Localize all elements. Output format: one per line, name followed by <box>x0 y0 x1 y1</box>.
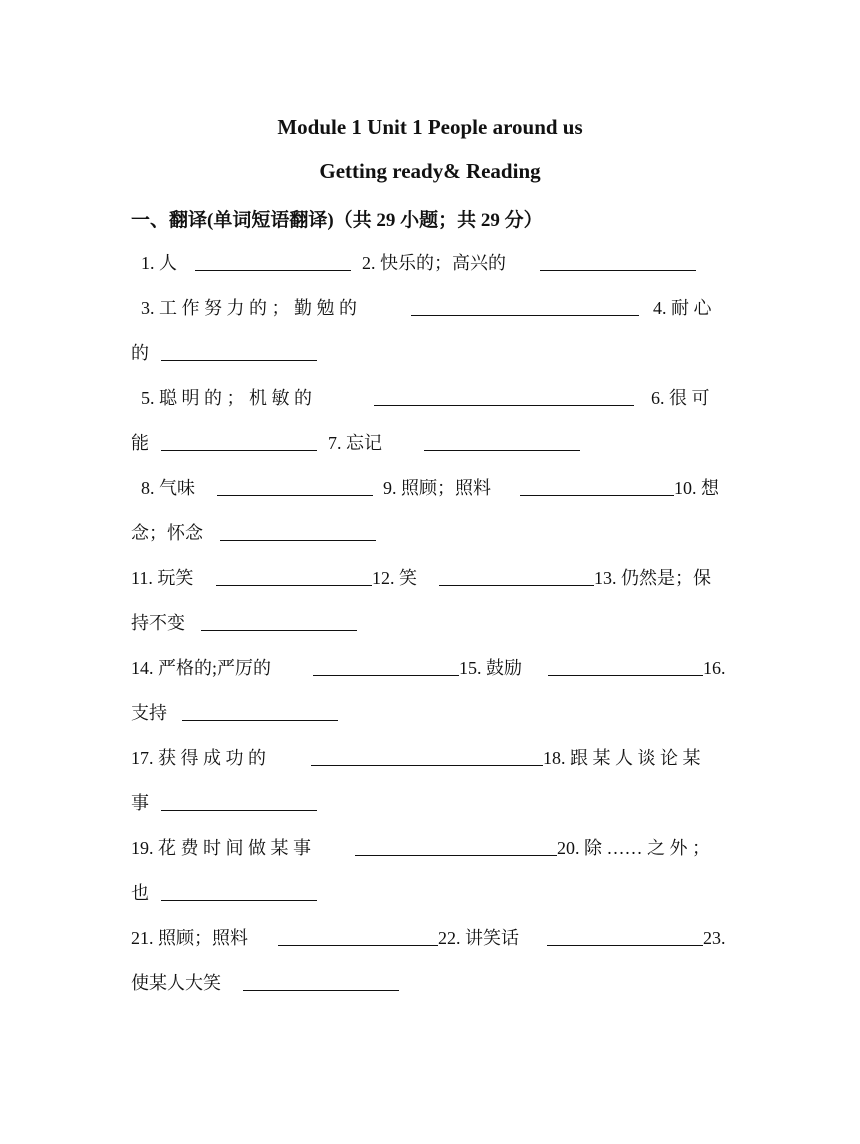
question-19-label: 19. 花 费 时 间 做 某 事 <box>131 838 311 858</box>
question-line <box>131 655 729 681</box>
question-line <box>131 520 729 546</box>
answer-blank-12[interactable] <box>439 567 594 586</box>
question-10-label-cont: 念；怀念 <box>131 523 203 543</box>
question-line <box>131 700 729 726</box>
question-line <box>131 880 729 906</box>
question-7-label: 7. 忘记 <box>328 433 382 453</box>
answer-blank-23[interactable] <box>243 972 399 991</box>
answer-blank-13[interactable] <box>201 612 357 631</box>
answer-blank-18[interactable] <box>161 792 317 811</box>
question-16-label: 16. <box>703 658 726 678</box>
answer-blank-7[interactable] <box>424 432 580 451</box>
question-23-label-cont: 使某人大笑 <box>131 973 221 993</box>
question-line <box>131 340 729 366</box>
question-14-label: 14. 严格的;严厉的 <box>131 658 272 678</box>
answer-blank-22[interactable] <box>547 927 703 946</box>
question-line <box>131 610 729 636</box>
answer-blank-3[interactable] <box>411 297 639 316</box>
question-line <box>131 790 729 816</box>
answer-blank-19[interactable] <box>355 837 557 856</box>
question-line <box>131 925 729 951</box>
question-18-label: 18. 跟 某 人 谈 论 某 <box>543 748 701 768</box>
question-17-label: 17. 获 得 成 功 的 <box>131 748 266 768</box>
question-line <box>131 835 729 861</box>
question-15-label: 15. 鼓励 <box>459 658 522 678</box>
answer-blank-8[interactable] <box>217 477 373 496</box>
question-3-label: 3. 工 作 努 力 的 ； 勤 勉 的 <box>141 298 357 318</box>
question-line <box>131 565 729 591</box>
question-line <box>131 970 729 996</box>
answer-blank-4[interactable] <box>161 342 317 361</box>
question-13-label: 13. 仍然是；保 <box>594 568 711 588</box>
question-9-label: 9. 照顾；照料 <box>383 478 491 498</box>
question-line <box>131 385 729 411</box>
question-10-label: 10. 想 <box>674 478 719 498</box>
answer-blank-14[interactable] <box>313 657 459 676</box>
page-title: Module 1 Unit 1 People around us <box>277 115 583 139</box>
question-6-label-cont: 能 <box>131 433 149 453</box>
question-6-label: 6. 很 可 <box>651 388 710 408</box>
question-5-label: 5. 聪 明 的 ； 机 敏 的 <box>141 388 312 408</box>
question-20-label: 20. 除 …… 之 外 ； <box>557 838 710 858</box>
page-subtitle: Getting ready& Reading <box>319 159 541 183</box>
question-22-label: 22. 讲笑话 <box>438 928 519 948</box>
question-line <box>131 295 729 321</box>
question-16-label-cont: 支持 <box>131 703 167 723</box>
question-line <box>131 475 729 501</box>
question-8-label: 8. 气味 <box>141 478 195 498</box>
question-2-label: 2. 快乐的；高兴的 <box>362 253 506 273</box>
answer-blank-20[interactable] <box>161 882 317 901</box>
answer-blank-11[interactable] <box>216 567 372 586</box>
answer-blank-21[interactable] <box>278 927 438 946</box>
section-heading: 一、翻译(单词短语翻译)（共 29 小题；共 29 分） <box>131 210 543 231</box>
question-line <box>131 430 729 456</box>
answer-blank-5[interactable] <box>374 387 634 406</box>
question-23-label: 23. <box>703 928 726 948</box>
answer-blank-10[interactable] <box>220 522 376 541</box>
question-4-label: 4. 耐 心 <box>653 298 712 318</box>
question-20-label-cont: 也 <box>131 883 149 903</box>
question-1-label: 1. 人 <box>141 253 177 273</box>
question-12-label: 12. 笑 <box>372 568 417 588</box>
answer-blank-16[interactable] <box>182 702 338 721</box>
answer-blank-15[interactable] <box>548 657 703 676</box>
answer-blank-2[interactable] <box>540 252 696 271</box>
question-4-label-cont: 的 <box>131 343 149 363</box>
answer-blank-9[interactable] <box>520 477 674 496</box>
question-18-label-cont: 事 <box>131 793 149 813</box>
answer-blank-1[interactable] <box>195 252 351 271</box>
question-21-label: 21. 照顾；照料 <box>131 928 248 948</box>
answer-blank-6[interactable] <box>161 432 317 451</box>
question-line <box>131 745 729 771</box>
question-13-label-cont: 持不变 <box>131 613 185 633</box>
question-line <box>131 250 729 276</box>
question-11-label: 11. 玩笑 <box>131 568 194 588</box>
answer-blank-17[interactable] <box>311 747 543 766</box>
